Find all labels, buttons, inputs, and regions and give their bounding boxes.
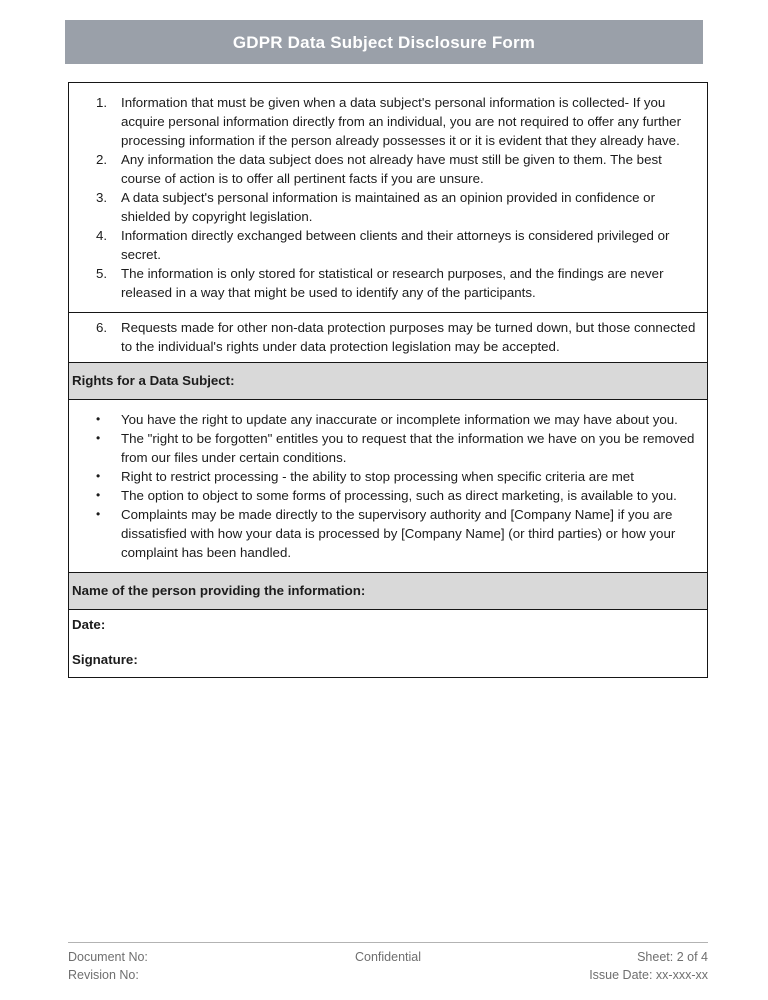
bullet-item-5 xyxy=(69,505,701,562)
title-bar xyxy=(65,20,703,64)
bullet-text: The option to object to some forms of processing, such as direct marketing, is available to you. xyxy=(121,488,677,503)
bullet-text: You have the right to update any inaccurate or incomplete information we may have about you. xyxy=(121,412,678,427)
bullet-text: Complaints may be made directly to the supervisory authority and [Company Name] if you are dissatisfied with how your data is processed by [Company Name] (or third parties) or how your complaint has been handled. xyxy=(121,507,676,560)
issue-date-label: Issue Date: xx-xxx-xx xyxy=(589,968,708,982)
page-footer xyxy=(68,942,708,984)
bullet-item-1 xyxy=(69,410,701,429)
bullet-text: Right to restrict processing - the ability to stop processing when specific criteria are met xyxy=(121,469,634,484)
bullet-text: The "right to be forgotten" entitles you to request that the information we have on you be removed from our files under certain conditions. xyxy=(121,431,695,465)
sheet-label: Sheet: 2 of 4 xyxy=(637,950,708,964)
bullet-marker: • xyxy=(96,488,101,502)
bullet-item-2 xyxy=(69,429,701,467)
item-number: 1. xyxy=(96,95,108,110)
disclosure-table xyxy=(68,82,708,678)
footer-right-column xyxy=(495,948,708,984)
bullet-marker: • xyxy=(96,431,101,445)
numbered-item-6-section xyxy=(69,312,707,362)
confidential-label: Confidential xyxy=(354,950,421,964)
item-text: A data subject's personal information is maintained as an opinion provided in confidence or shielded by copyright legislation. xyxy=(121,190,656,224)
item-text: Information that must be given when a data subject's personal information is collected- If you acquire personal information directly from an individual, you are not required to offer any further processing information if the person already possesses it or it is evident that they already have. xyxy=(121,95,682,148)
footer-center-column xyxy=(281,948,494,984)
numbered-item-2 xyxy=(69,150,701,188)
document-no-label: Document No: xyxy=(68,950,148,964)
footer-left-column xyxy=(68,948,281,984)
numbered-item-1 xyxy=(69,93,701,150)
bullet-marker: • xyxy=(96,469,101,483)
item-number: 6. xyxy=(96,320,108,335)
numbered-item-4 xyxy=(69,226,701,264)
item-text: Any information the data subject does not already have must still be given to them. The best course of action is to offer all pertinent facts if you are unsure. xyxy=(121,152,662,186)
item-number: 2. xyxy=(96,152,108,167)
item-number: 4. xyxy=(96,228,108,243)
revision-no-label: Revision No: xyxy=(68,968,139,982)
bullet-item-4 xyxy=(69,486,701,505)
provider-heading-row xyxy=(69,572,707,609)
bullet-marker: • xyxy=(96,507,101,521)
numbered-item-6 xyxy=(69,318,701,356)
date-label: Date: xyxy=(72,617,106,632)
signoff-spacer xyxy=(72,634,703,650)
item-text: Requests made for other non-data protection purposes may be turned down, but those connected to the individual's rights under data protection legislation may be accepted. xyxy=(121,320,696,354)
item-text: The information is only stored for statistical or research purposes, and the findings are never released in a way that might be used to identify any of the participants. xyxy=(121,266,664,300)
numbered-list-section xyxy=(69,83,707,312)
item-number: 5. xyxy=(96,266,108,281)
rights-heading: Rights for a Data Subject: xyxy=(72,373,235,388)
signoff-row xyxy=(69,609,707,677)
signature-label: Signature: xyxy=(72,652,138,667)
item-text: Information directly exchanged between clients and their attorneys is considered privileged or secret. xyxy=(121,228,670,262)
bullet-item-3 xyxy=(69,467,701,486)
rights-heading-row xyxy=(69,362,707,399)
page-title: GDPR Data Subject Disclosure Form xyxy=(232,32,536,52)
numbered-item-3 xyxy=(69,188,701,226)
bullet-marker: • xyxy=(96,412,101,426)
provider-heading: Name of the person providing the information: xyxy=(72,583,366,598)
numbered-item-5 xyxy=(69,264,701,302)
item-number: 3. xyxy=(96,190,108,205)
rights-bullet-section xyxy=(69,399,707,572)
